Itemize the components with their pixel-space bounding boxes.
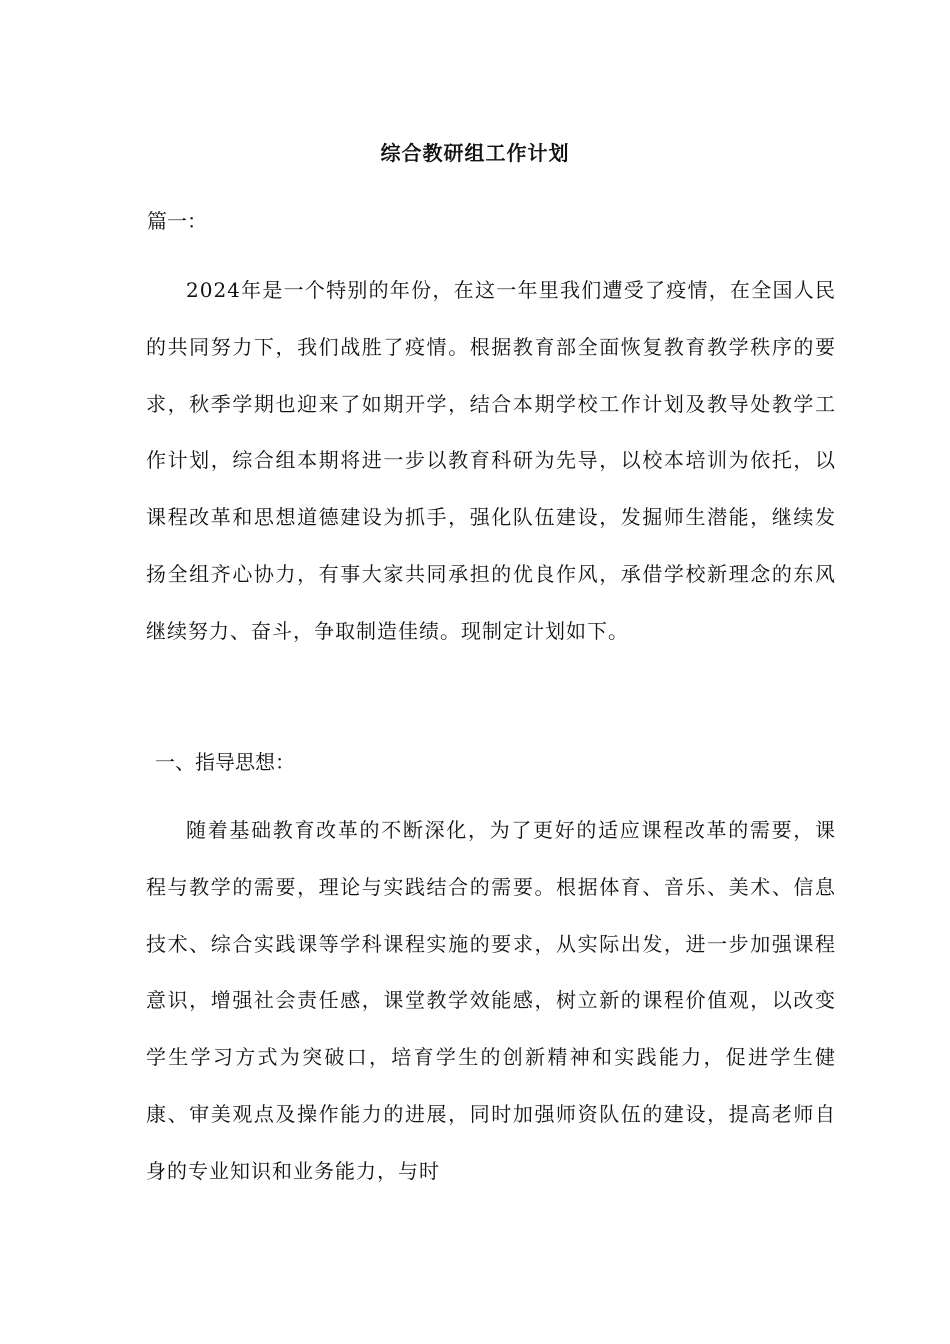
paragraph-intro: 2024年是一个特别的年份，在这一年里我们遭受了疫情，在全国人民的共同努力下，我们战胜了疫情。根据教育部全面恢复教育教学秩序的要求，秋季学期也迎来了如期开学，结合本期学校工作计划及教导处教学工作计划，综合组本期将进一步以教育科研为先导，以校本培训为依托，以课程改革和思想道德建设为抓手，强化队伍建设，发掘师生潜能，继续发扬全组齐心协力，有事大家共同承担的优良作风，承借学校新理念的东风继续努力、奋斗，争取制造佳绩。现制定计划如下。 (146, 278, 836, 643)
paragraph-guiding-ideology: 随着基础教育改革的不断深化，为了更好的适应课程改革的需要，课程与教学的需要，理论与实践结合的需要。根据体育、音乐、美术、信息技术、综合实践课等学科课程实施的要求，从实际出发，进一步加强课程意识，增强社会责任感，课堂教学效能感，树立新的课程价值观，以改变学生学习方式为突破口，培育学生的创新精神和实践能力，促进学生健康、审美观点及操作能力的进展，同时加强师资队伍的建设，提高老师自身的专业知识和业务能力，与时 (146, 818, 836, 1183)
heading-guiding-ideology: 一、指导思想： (155, 750, 295, 774)
section-label: 篇一： (147, 209, 207, 233)
document-title: 综合教研组工作计划 (380, 141, 570, 165)
